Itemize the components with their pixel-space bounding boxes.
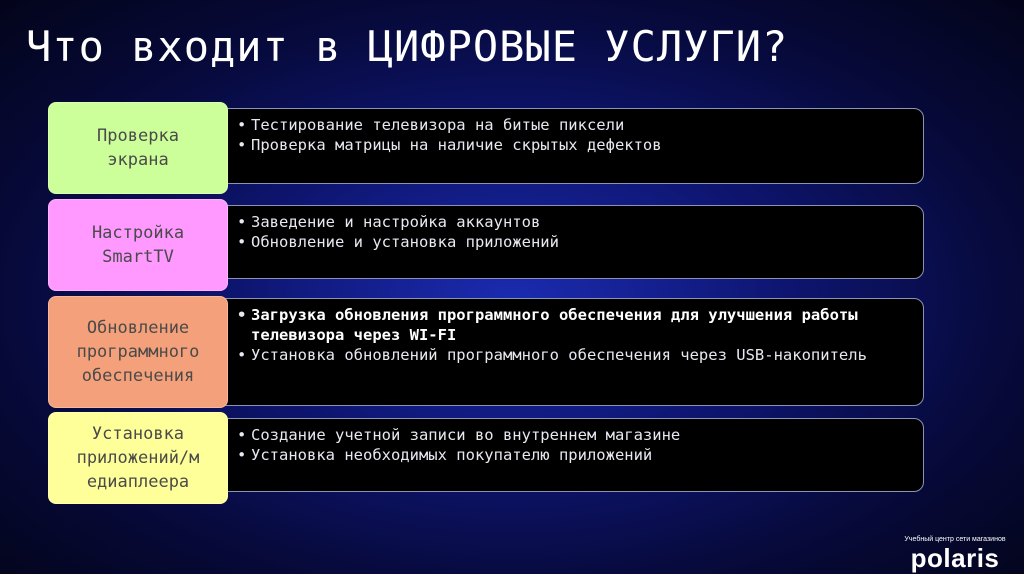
bullet-item: • Тестирование телевизора на битые пиксели	[237, 115, 913, 135]
service-details	[198, 205, 924, 279]
slide-title: Что входит в ЦИФРОВЫЕ УСЛУГИ?	[26, 22, 789, 71]
logo-name: polaris	[910, 543, 1000, 573]
service-bullets	[237, 305, 913, 365]
service-details	[198, 418, 924, 492]
bullet-item: • Проверка матрицы на наличие скрытых дефектов	[237, 135, 913, 155]
service-row-software-update	[48, 296, 924, 408]
service-label: Проверка экрана	[48, 102, 228, 194]
service-row-smarttv-setup	[48, 199, 924, 291]
service-row-screen-check	[48, 102, 924, 194]
bullet-item: • Обновление и установка приложений	[237, 232, 913, 252]
polaris-logo	[890, 536, 1020, 572]
logo-subtitle: Учебный центр сети магазинов	[904, 536, 1006, 543]
service-bullets	[237, 212, 913, 252]
service-label: Установка приложений/м едиаплеера	[48, 412, 228, 504]
service-bullets	[237, 425, 913, 465]
service-row-app-install	[48, 412, 924, 504]
bullet-item: • Создание учетной записи во внутреннем магазине	[237, 425, 913, 445]
service-label: Обновление программного обеспечения	[48, 296, 228, 408]
service-details	[198, 298, 924, 406]
bullet-item: • Установка обновлений программного обеспечения через USB-накопитель	[237, 345, 913, 365]
bullet-item: • Заведение и настройка аккаунтов	[237, 212, 913, 232]
bullet-item: • Загрузка обновления программного обеспечения для улучшения работы телевизора через WI-FI	[237, 305, 913, 345]
service-label: Настройка SmartTV	[48, 199, 228, 291]
bullet-item: • Установка необходимых покупателю приложений	[237, 445, 913, 465]
service-bullets	[237, 115, 913, 155]
service-details	[198, 108, 924, 184]
